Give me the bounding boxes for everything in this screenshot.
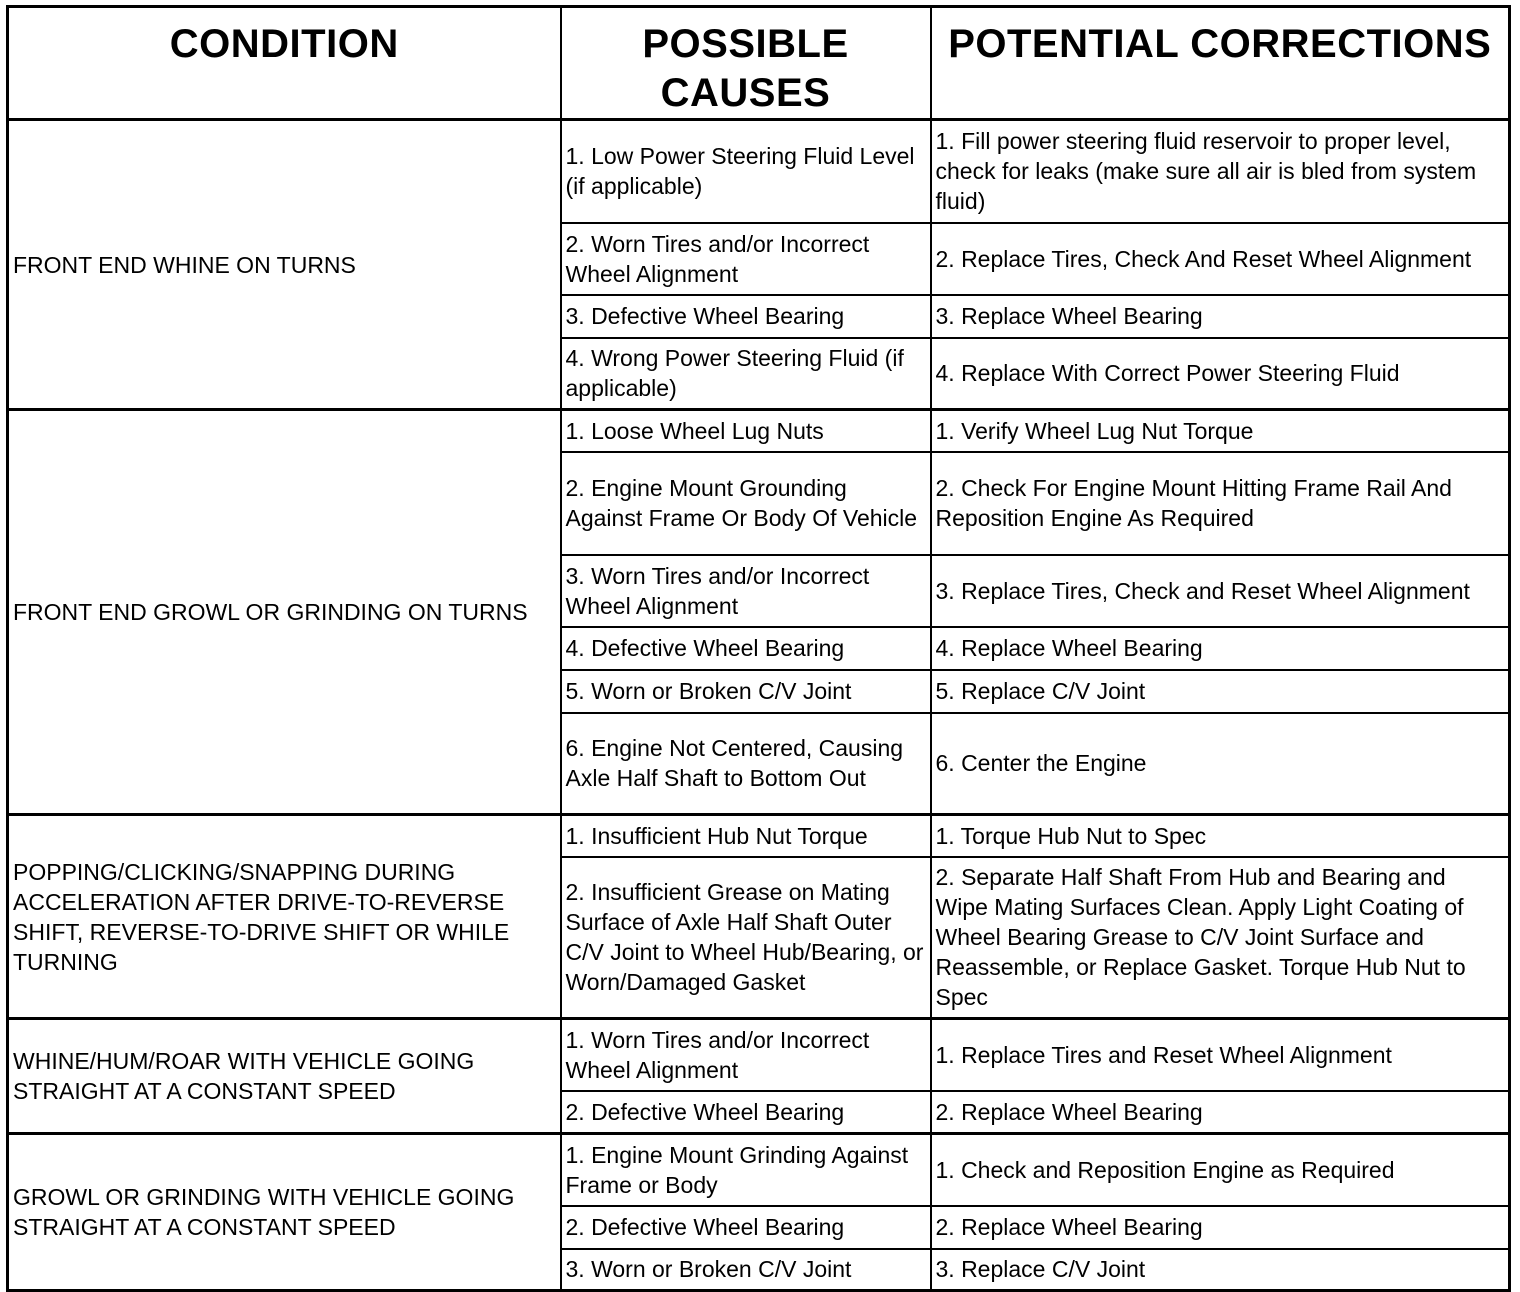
cause-cell: 2. Worn Tires and/or Incorrect Wheel Alignment — [561, 223, 931, 295]
condition-cell: FRONT END WHINE ON TURNS — [8, 120, 561, 410]
cause-cell: 2. Defective Wheel Bearing — [561, 1091, 931, 1134]
cause-cell: 2. Defective Wheel Bearing — [561, 1206, 931, 1249]
condition-cell: GROWL OR GRINDING WITH VEHICLE GOING STRAIGHT AT A CONSTANT SPEED — [8, 1134, 561, 1291]
correction-cell: 3. Replace C/V Joint — [931, 1249, 1510, 1291]
cause-cell: 1. Loose Wheel Lug Nuts — [561, 410, 931, 452]
cause-cell: 4. Defective Wheel Bearing — [561, 627, 931, 670]
correction-cell: 2. Check For Engine Mount Hitting Frame Rail And Reposition Engine As Required — [931, 452, 1510, 555]
header-condition: CONDITION — [8, 7, 561, 120]
correction-cell: 1. Replace Tires and Reset Wheel Alignment — [931, 1019, 1510, 1091]
correction-cell: 1. Torque Hub Nut to Spec — [931, 815, 1510, 857]
table-header — [8, 7, 1510, 120]
cause-cell: 2. Engine Mount Grounding Against Frame Or Body Of Vehicle — [561, 452, 931, 555]
correction-cell: 4. Replace Wheel Bearing — [931, 627, 1510, 670]
cause-cell: 3. Worn Tires and/or Incorrect Wheel Alignment — [561, 555, 931, 627]
condition-group — [8, 410, 1510, 815]
correction-cell: 2. Separate Half Shaft From Hub and Bearing and Wipe Mating Surfaces Clean. Apply Light Coating of Wheel Bearing Grease to C/V Joint Surface and Reassemble, or Replace Gasket. Torque Hub Nut to Spec — [931, 857, 1510, 1019]
table-row — [8, 410, 1510, 452]
cause-cell: 4. Wrong Power Steering Fluid (if applicable) — [561, 338, 931, 410]
condition-group — [8, 1134, 1510, 1291]
correction-cell: 4. Replace With Correct Power Steering Fluid — [931, 338, 1510, 410]
correction-cell: 1. Check and Reposition Engine as Required — [931, 1134, 1510, 1206]
diagnosis-table — [6, 5, 1511, 1292]
header-potential-corrections: POTENTIAL CORRECTIONS — [931, 7, 1510, 120]
header-possible-causes: POSSIBLE CAUSES — [561, 7, 931, 120]
condition-group — [8, 120, 1510, 410]
cause-cell: 1. Low Power Steering Fluid Level (if applicable) — [561, 120, 931, 223]
correction-cell: 1. Verify Wheel Lug Nut Torque — [931, 410, 1510, 452]
table-row — [8, 120, 1510, 223]
table-row — [8, 1019, 1510, 1091]
cause-cell: 1. Worn Tires and/or Incorrect Wheel Alignment — [561, 1019, 931, 1091]
condition-cell: POPPING/CLICKING/SNAPPING DURING ACCELERATION AFTER DRIVE-TO-REVERSE SHIFT, REVERSE-TO-DRIVE SHIFT OR WHILE TURNING — [8, 815, 561, 1019]
correction-cell: 2. Replace Tires, Check And Reset Wheel Alignment — [931, 223, 1510, 295]
cause-cell: 5. Worn or Broken C/V Joint — [561, 670, 931, 713]
cause-cell: 1. Insufficient Hub Nut Torque — [561, 815, 931, 857]
condition-cell: FRONT END GROWL OR GRINDING ON TURNS — [8, 410, 561, 815]
cause-cell: 1. Engine Mount Grinding Against Frame or Body — [561, 1134, 931, 1206]
correction-cell: 3. Replace Tires, Check and Reset Wheel Alignment — [931, 555, 1510, 627]
correction-cell: 2. Replace Wheel Bearing — [931, 1091, 1510, 1134]
table-row — [8, 1134, 1510, 1206]
condition-group — [8, 1019, 1510, 1134]
correction-cell: 1. Fill power steering fluid reservoir to proper level, check for leaks (make sure all air is bled from system fluid) — [931, 120, 1510, 223]
correction-cell: 2. Replace Wheel Bearing — [931, 1206, 1510, 1249]
condition-group — [8, 815, 1510, 1019]
cause-cell: 3. Defective Wheel Bearing — [561, 295, 931, 338]
correction-cell: 6. Center the Engine — [931, 713, 1510, 815]
cause-cell: 2. Insufficient Grease on Mating Surface of Axle Half Shaft Outer C/V Joint to Wheel Hub/Bearing, or Worn/Damaged Gasket — [561, 857, 931, 1019]
condition-cell: WHINE/HUM/ROAR WITH VEHICLE GOING STRAIGHT AT A CONSTANT SPEED — [8, 1019, 561, 1134]
table-row — [8, 815, 1510, 857]
correction-cell: 5. Replace C/V Joint — [931, 670, 1510, 713]
cause-cell: 6. Engine Not Centered, Causing Axle Half Shaft to Bottom Out — [561, 713, 931, 815]
correction-cell: 3. Replace Wheel Bearing — [931, 295, 1510, 338]
cause-cell: 3. Worn or Broken C/V Joint — [561, 1249, 931, 1291]
